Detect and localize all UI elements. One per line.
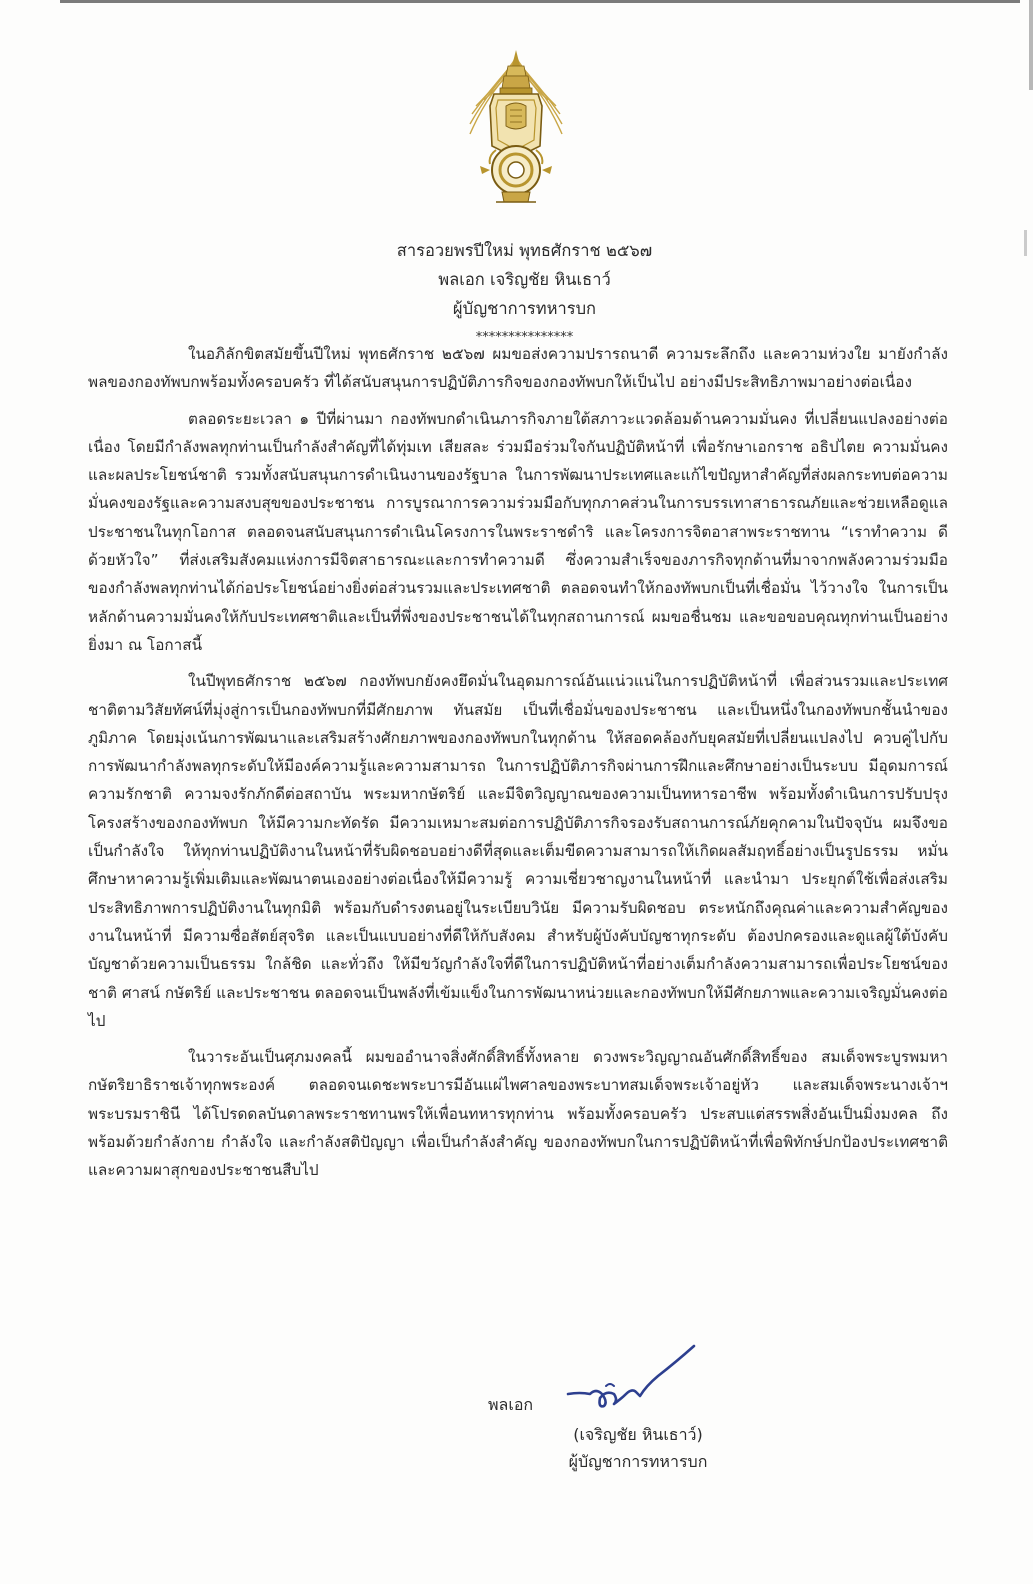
- signature-name-block: [563, 1421, 713, 1475]
- body-paragraph-3: ในปีพุทธศักราช ๒๕๖๗ กองทัพบกยังคงยึดมั่นในอุดมการณ์อันแน่วแน่ในการปฏิบัติหน้าที่ เพื่อส่วนรวมและประเทศชาติตามวิสัยทัศน์ที่มุ่งสู่การเป็นกองทัพบกที่มีศักยภาพ ทันสมัย เป็นที่เชื่อมั่นของประชาชน และเป็นหนึ่งในกองทัพบกชั้นนำของภูมิภาค โดยมุ่งเน้นการพัฒนาและเสริมสร้างศักยภาพของกองทัพบกในทุกด้าน ให้สอดคล้องกับยุคสมัยที่เปลี่ยนแปลงไป ควบคู่ไปกับการพัฒนากำลังพลทุกระดับให้มีองค์ความรู้และความสามารถ ในการปฏิบัติภารกิจผ่านการฝึกและศึกษาอย่างเป็นระบบ มีอุดมการณ์ความรักชาติ ความจงรักภักดีต่อสถาบัน พระมหากษัตริย์ และมีจิตวิญญาณของความเป็นทหารอาชีพ พร้อมทั้งดำเนินการปรับปรุงโครงสร้างของกองทัพบก ให้มีความกะทัดรัด มีความเหมาะสมต่อการปฏิบัติภารกิจรองรับสถานการณ์ภัยคุกคามในปัจจุบัน ผมจึงขอเป็นกำลังใจ ให้ทุกท่านปฏิบัติงานในหน้าที่รับผิดชอบอย่างดีที่สุดและเต็มขีดความสามารถให้เกิดผลสัมฤทธิ์อย่างเป็นรูปธรรม หมั่นศึกษาหาความรู้เพิ่มเติมและพัฒนาตนเองอย่างต่อเนื่องให้มีความรู้ ความเชี่ยวชาญงานในหน้าที่ และนำมา ประยุกต์ใช้เพื่อส่งเสริมประสิทธิภาพการปฏิบัติงานในทุกมิติ พร้อมกับดำรงตนอยู่ในระเบียบวินัย มีความรับผิดชอบ ตระหนักถึงคุณค่าและความสำคัญของงานในหน้าที่ มีความซื่อสัตย์สุจริต และเป็นแบบอย่างที่ดีให้กับสังคม สำหรับผู้บังคับบัญชาทุกระดับ ต้องปกครองและดูแลผู้ใต้บังคับบัญชาด้วยความเป็นธรรม ใกล้ชิด และทั่วถึง ให้มีขวัญกำลังใจที่ดีในการปฏิบัติหน้าที่อย่างเต็มกำลังความสามารถเพื่อประโยชน์ของชาติ ศาสน์ กษัตริย์ และประชาชน ตลอดจนเป็นพลังที่เข้มแข็งในการพัฒนาหน่วยและกองทัพบกให้มีศักยภาพและความเจริญมั่นคงต่อไป: [88, 672, 948, 1030]
- scan-edge-top: [60, 0, 1020, 3]
- handwritten-signature: [566, 1336, 706, 1422]
- signature-name: (เจริญชัย หินเธาว์): [573, 1425, 703, 1444]
- letter-author: พลเอก เจริญชัย หินเธาว์: [438, 270, 611, 289]
- emblem-chakra: [480, 146, 552, 194]
- body-paragraph-4: ในวาระอันเป็นศุภมงคลนี้ ผมขออำนาจสิ่งศักดิ์สิทธิ์ทั้งหลาย ดวงพระวิญญาณอันศักดิ์สิทธิ์ของ สมเด็จพระบูรพมหากษัตริยาธิราชเจ้าทุกพระองค์ ตลอดจนเดชะพระบารมีอันแผ่ไพศาลของพระบาทสมเด็จพระเจ้าอยู่หัว และสมเด็จพระนางเจ้าฯ พระบรมราชินี ได้โปรดดลบันดาลพระราชทานพรให้เพื่อนทหารทุกท่าน พร้อมทั้งครอบครัว ประสบแต่สรรพสิ่งอันเป็นมิ่งมงคล ถึงพร้อมด้วยกำลังกาย กำลังใจ และกำลังสติปัญญา เพื่อเป็นกำลังสำคัญ ของกองทัพบกในการปฏิบัติหน้าที่เพื่อพิทักษ์ปกป้องประเทศชาติและความผาสุกของประชาชนสืบไป: [88, 1048, 948, 1180]
- body-paragraph-2: ตลอดระยะเวลา ๑ ปีที่ผ่านมา กองทัพบกดำเนินภารกิจภายใต้สภาวะแวดล้อมด้านความมั่นคง ที่เปลี่ยนแปลงอย่างต่อเนื่อง โดยมีกำลังพลทุกท่านเป็นกำลังสำคัญที่ได้ทุ่มเท เสียสละ ร่วมมือร่วมใจกันปฏิบัติหน้าที่ เพื่อรักษาเอกราช อธิปไตย ความมั่นคง และผลประโยชน์ชาติ รวมทั้งสนับสนุนการดำเนินงานของรัฐบาล ในการพัฒนาประเทศและแก้ไขปัญหาสำคัญที่ส่งผลกระทบต่อความมั่นคงของรัฐและความสงบสุขของประชาชน การบูรณาการความร่วมมือกับทุกภาคส่วนในการบรรเทาสาธารณภัยและช่วยเหลือดูแลประชาชนในทุกโอกาส ตลอดจนสนับสนุนการดำเนินโครงการในพระราชดำริ และโครงการจิตอาสาพระราชทาน “เราทำความ ดี ด้วยหัวใจ” ที่ส่งเสริมสังคมแห่งการมีจิตสาธารณะและการทำความดี ซึ่งความสำเร็จของภารกิจทุกด้านที่มาจากพลังความร่วมมือ ของกำลังพลทุกท่านได้ก่อประโยชน์อย่างยิ่งต่อส่วนรวมและประเทศชาติ ตลอดจนทำให้กองทัพบกเป็นที่เชื่อมั่น ไว้วางใจ ในการเป็นหลักด้านความมั่นคงให้กับประเทศชาติและเป็นที่พึ่งของประชาชนได้ในทุกสถานการณ์ ผมขอชื่นชม และขอขอบคุณทุกท่านเป็นอย่างยิ่งมา ณ โอกาสนี้: [88, 409, 948, 654]
- letter-body: [88, 340, 948, 1193]
- signature-position: ผู้บัญชาการทหารบก: [568, 1452, 708, 1471]
- body-paragraph-1: ในอภิลักขิตสมัยขึ้นปีใหม่ พุทธศักราช ๒๕๖๗ ผมขอส่งความปรารถนาดี ความระลึกถึง และความห่วงใย มายังกำลังพลของกองทัพบกพร้อมทั้งครอบครัว ที่ได้สนับสนุนการปฏิบัติภารกิจของกองทัพบกให้เป็นไป อย่างมีประสิทธิภาพมาอย่างต่อเนื่อง: [88, 345, 948, 392]
- signature-rank: พลเอก: [488, 1395, 534, 1414]
- separator-stars: ***************: [475, 330, 574, 345]
- emblem-base: [496, 192, 536, 202]
- royal-thai-army-emblem-icon: [466, 46, 566, 206]
- scan-edge-right: [1029, 0, 1033, 90]
- letter-author-position: ผู้บัญชาการทหารบก: [452, 299, 597, 318]
- letter-title: สารอวยพรปีใหม่ พุทธศักราช ๒๕๖๗: [396, 241, 653, 260]
- letter-header: [0, 236, 1033, 352]
